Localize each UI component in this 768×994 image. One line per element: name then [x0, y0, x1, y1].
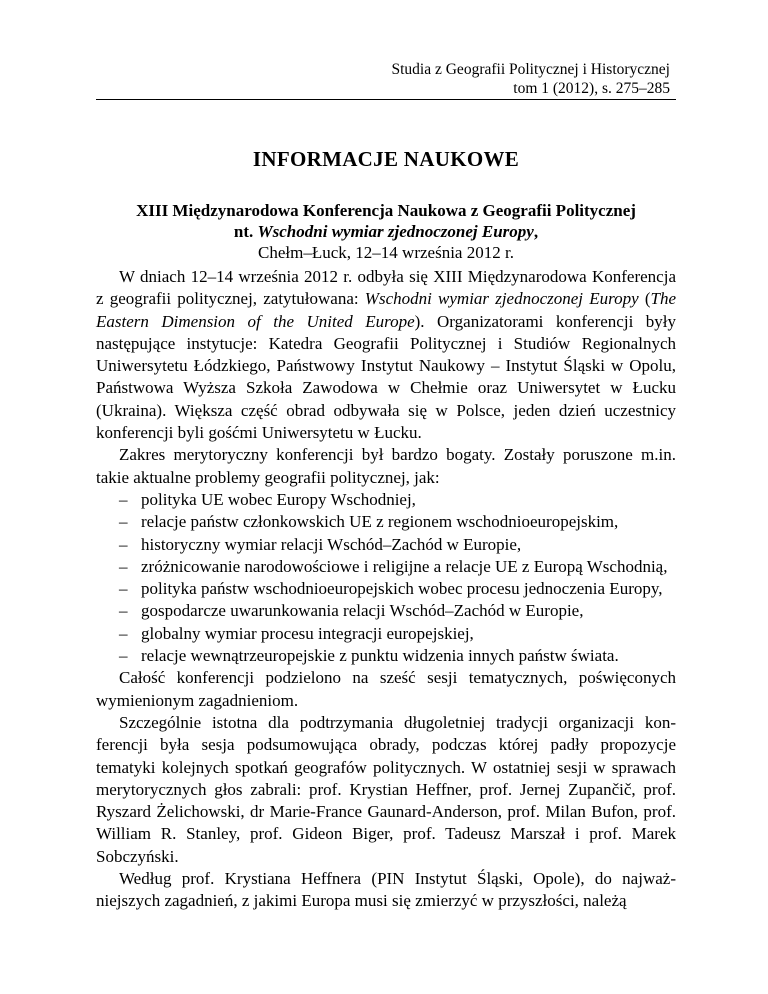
section-title: INFORMACJE NAUKOWE [252, 147, 520, 171]
list-item [96, 578, 676, 600]
list-item [96, 645, 676, 667]
dash-bullet: – [119, 556, 128, 576]
paragraph-heffner: Według prof. Krystiana Heffnera (PIN Instytut Śląski, Opole), do najważniejszych zagadnień, z jakimi Europa musi się zmierzyć w przyszłości, należą [96, 869, 676, 911]
intro-text-1: W dniach 12–14 września 2012 r. odbyła się XIII Międzynarodowa Konferencja z geografii politycznej, zatytułowana: [96, 267, 676, 309]
list-item-text: relacje państw członkowskich UE z regionem wschodnioeuropejskim, [141, 512, 619, 532]
dash-bullet: – [119, 534, 128, 554]
list-item [96, 534, 676, 556]
topic-prefix: nt. [233, 222, 254, 241]
list-item-text: relacje wewnątrzeuropejskie z punktu widzenia innych państw świata. [141, 646, 619, 666]
list-item [96, 511, 676, 533]
list-item-text: globalny wymiar procesu integracji europejskiej, [141, 623, 474, 643]
conference-topic [96, 221, 676, 242]
list-item-text: zróżnicowanie narodowościowe i religijne a relacje UE z Europą Wschodnią, [141, 556, 668, 576]
list-item-text: historyczny wymiar relacji Wschód–Zachód w Europie, [141, 534, 522, 554]
journal-title: Studia z Geografii Politycznej i Historycznej [391, 61, 670, 78]
volume-pages: tom 1 (2012), s. 275–285 [513, 80, 670, 97]
paragraph-scope: Zakres merytoryczny konferencji był bardzo bogaty. Zostały poruszone m.in. takie aktualne problemy geografii politycznej, jak: [96, 445, 676, 487]
conference-title-en: The Eastern Dimension of the United Europe [96, 289, 676, 331]
list-item [96, 556, 676, 578]
topic-title: Wschodni wymiar zjednoczonej Europy [257, 222, 534, 241]
list-item-text: polityka UE wobec Europy Wschodniej, [141, 489, 416, 509]
paragraph-intro [96, 266, 676, 444]
list-item [96, 600, 676, 622]
header-rule [96, 99, 676, 100]
topic-suffix: , [533, 222, 539, 241]
running-head [92, 60, 670, 98]
list-item-text: gospodarcze uwarunkowania relacji Wschód–Zachód w Europie, [141, 601, 584, 621]
list-item [96, 623, 676, 645]
dash-bullet: – [119, 601, 128, 621]
dash-bullet: – [119, 646, 128, 666]
dash-bullet: – [119, 489, 128, 509]
topic-list [96, 489, 676, 667]
intro-text-3: ). Organizatorami konferencji były następujące instytucje: Katedra Geografii Politycznej i Studiów Regionalnych Uniwersytetu Łódzkiego, Państwowy Instytut Naukowy – Instytut Śląski w Opolu, Państwowa Wyższa Szkoła Zawodowa w Chełmie oraz Uniwersytet w Łucku (Ukraina). Większa część obrad odbywała się w Polsce, jeden dzień uczestnicy konferencji byli gośćmi Uniwersytetu w Łucku. [96, 311, 676, 443]
dash-bullet: – [119, 623, 128, 643]
conference-heading [96, 200, 676, 263]
list-item-text: polityka państw wschodnioeuropejskich wobec procesu jednoczenia Europy, [141, 579, 663, 599]
paragraph-summary-session: Szczególnie istotna dla podtrzymania długoletniej tradycji organizacji konferencji była sesja podsumowująca obrady, podczas której padły propozycje tematyki kolejnych spotkań geografów politycznych. W ostatniej sesji w sprawach merytorycznych głos zabrali: prof. Krystian Heffner, prof. Jernej Zupančič, prof. Ryszard Żelichowski, dr Marie-France Gaunard-Anderson, prof. Milan Bufon, prof. William R. Stanley, prof. Gideon Biger, prof. Tadeusz Marszał i prof. Marek Sobczyński. [96, 712, 676, 866]
conference-title-pl: Wschodni wymiar zjednoczonej Europy [364, 289, 639, 309]
intro-text-2: ( [638, 289, 651, 309]
conference-place-date: Chełm–Łuck, 12–14 września 2012 r. [258, 243, 514, 262]
conference-name: XIII Międzynarodowa Konferencja Naukowa z Geografii Politycznej [136, 201, 636, 220]
dash-bullet: – [119, 512, 128, 532]
dash-bullet: – [119, 579, 128, 599]
list-item [96, 489, 676, 511]
article-body [96, 266, 676, 913]
paragraph-sessions: Całość konferencji podzielono na sześć sesji tematycznych, poświęconych wymienionym zagadnieniom. [96, 668, 676, 710]
